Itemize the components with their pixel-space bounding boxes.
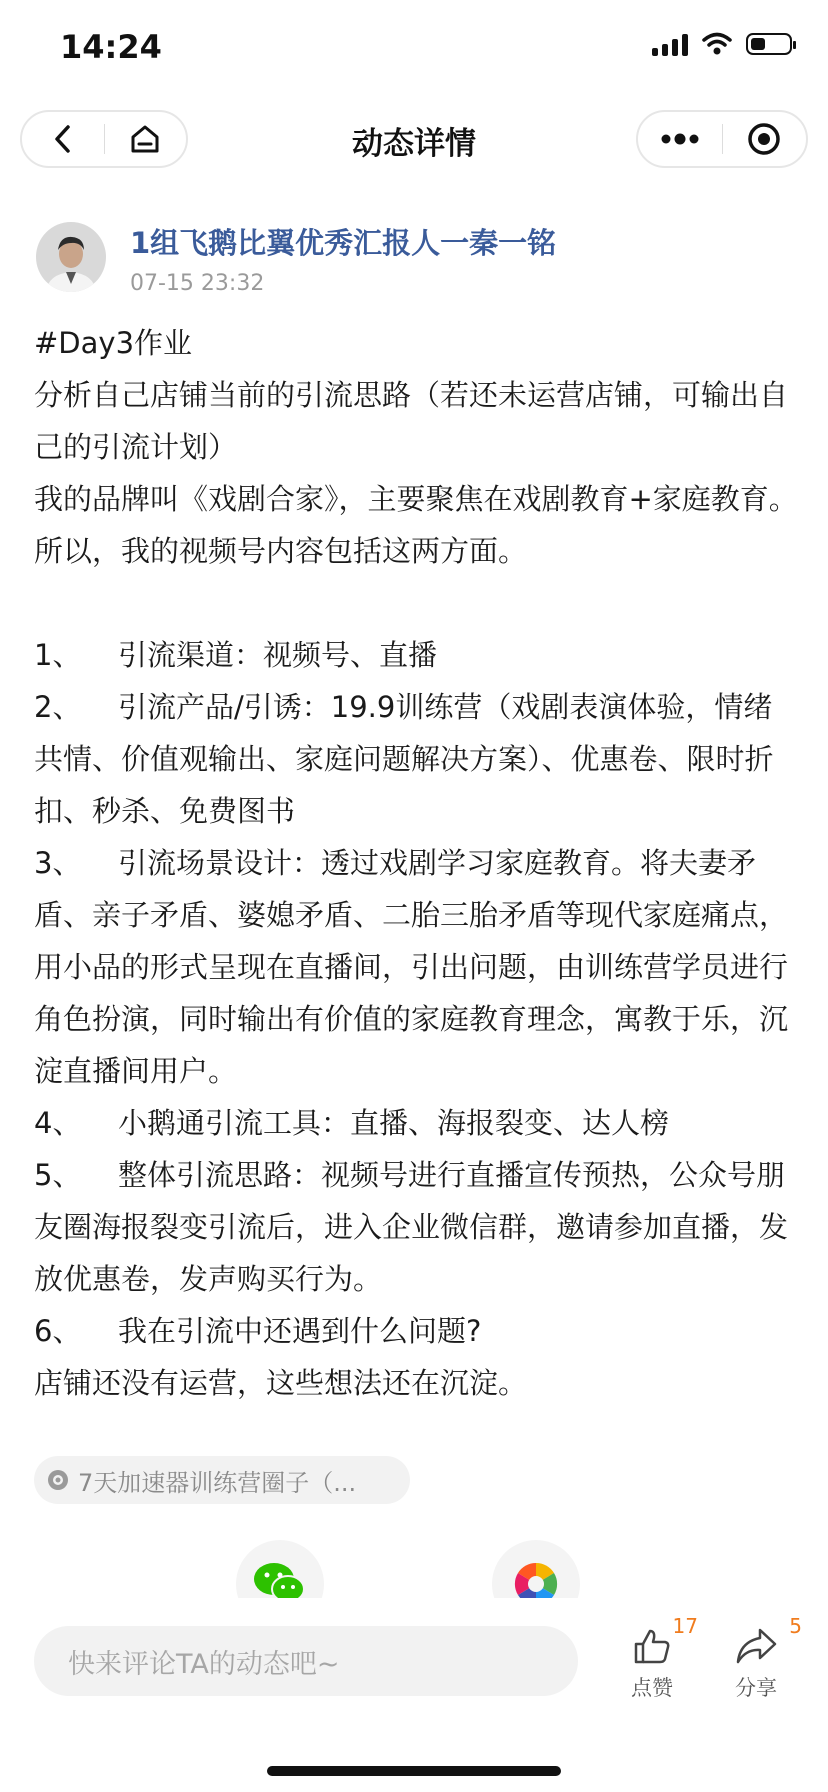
content-line: 5、 整体引流思路：视频号进行直播宣传预热，公众号朋友圈海报裂变引流后，进入企业微信群，邀请参加直播，发放优惠卷，发声购买行为。 <box>34 1158 789 1296</box>
battery-icon <box>746 33 792 55</box>
content-line: #Day3作业 <box>34 326 193 360</box>
content-line: 分析自己店铺当前的引流思路（若还未运营店铺，可输出自己的引流计划） <box>34 378 789 464</box>
close-target-icon <box>746 121 782 157</box>
content-line: 4、 小鹅通引流工具：直播、海报裂变、达人榜 <box>34 1106 670 1140</box>
post-content <box>34 317 798 1409</box>
content-line: 2、 引流产品/引诱：19.9训练营（戏剧表演体验，情绪共情、价值观输出、家庭问题解决方案）、优惠卷、限时折扣、秒杀、免费图书 <box>34 690 774 828</box>
like-label: 点赞 <box>631 1676 673 1700</box>
nav-right-capsule <box>636 110 808 168</box>
share-count: 5 <box>789 1614 802 1638</box>
wechat-icon <box>252 1561 308 1598</box>
more-icon <box>660 133 700 145</box>
like-count: 17 <box>672 1614 698 1638</box>
circle-tag-label: 7天加速器训练营圈子（... <box>78 1468 357 1497</box>
signal-icon <box>652 32 688 56</box>
more-button[interactable] <box>638 112 722 166</box>
post-time: 07-15 23:32 <box>130 271 265 296</box>
content-line: 3、 引流场景设计：透过戏剧学习家庭教育。将夫妻矛盾、亲子矛盾、婆媳矛盾、二胎三胎矛盾等现代家庭痛点，用小品的形式呈现在直播间，引出问题，由训练营学员进行角色扮演，同时输出有价值的家庭教育理念，寓教于乐，沉淀直播间用户。 <box>34 846 789 1088</box>
avatar[interactable] <box>36 222 106 292</box>
thumb-up-icon <box>632 1626 672 1666</box>
share-row <box>0 1540 828 1598</box>
content-line: 店铺还没有运营，这些想法还在沉淀。 <box>34 1366 528 1400</box>
close-miniprogram-button[interactable] <box>723 112 807 166</box>
like-button[interactable] <box>612 1614 698 1702</box>
content-line: 6、 我在引流中还遇到什么问题? <box>34 1314 482 1348</box>
wifi-icon <box>702 32 732 56</box>
share-wechat-button[interactable] <box>236 1540 324 1598</box>
comment-input[interactable]: 快来评论TA的动态吧~ <box>34 1626 578 1696</box>
content-line: 我的品牌叫《戏剧合家》，主要聚焦在戏剧教育+家庭教育。所以，我的视频号内容包括这两方面。 <box>34 482 798 568</box>
home-indicator[interactable] <box>267 1766 561 1776</box>
status-time: 14:24 <box>60 28 162 66</box>
content-blank-line <box>34 577 798 629</box>
circle-tag[interactable] <box>34 1456 410 1504</box>
share-button[interactable] <box>716 1614 802 1702</box>
circle-tag-icon <box>46 1468 70 1492</box>
content-line: 1、 引流渠道：视频号、直播 <box>34 638 438 672</box>
page-title: 动态详情 <box>352 126 476 162</box>
bottom-bar <box>0 1598 828 1792</box>
share-arrow-icon <box>734 1626 778 1666</box>
moments-icon <box>511 1559 561 1598</box>
share-moments-button[interactable] <box>492 1540 580 1598</box>
share-label: 分享 <box>735 1676 777 1700</box>
author-name[interactable]: 1组飞鹅比翼优秀汇报人一秦一铭 <box>130 226 557 260</box>
status-icons <box>652 32 792 56</box>
